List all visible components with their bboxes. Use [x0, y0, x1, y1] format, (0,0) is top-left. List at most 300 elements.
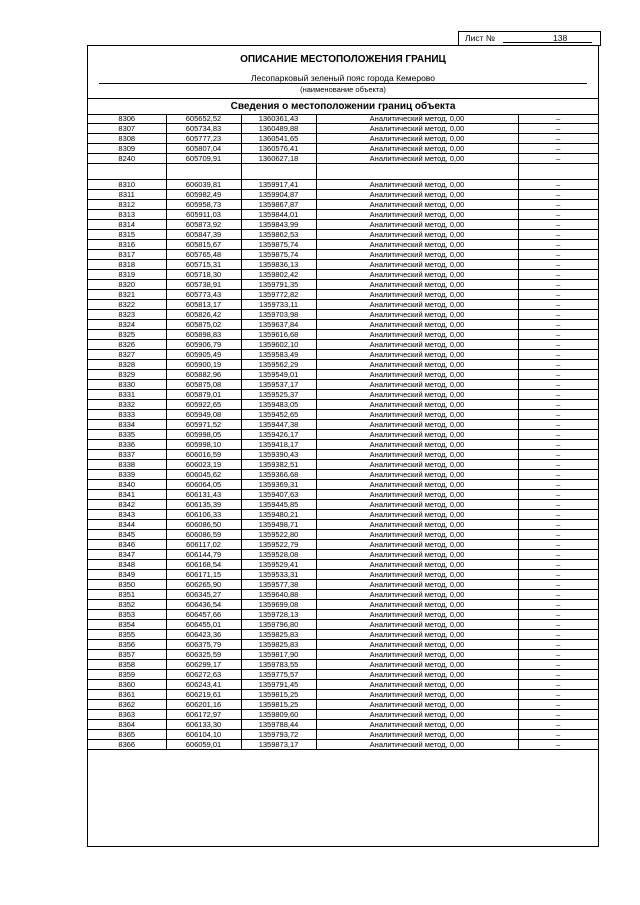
- y-coordinate-cell: 1359791,45: [241, 680, 316, 690]
- method-cell: Аналитический метод, 0,00: [316, 540, 518, 550]
- y-coordinate-cell: 1359418,17: [241, 440, 316, 450]
- method-cell: Аналитический метод, 0,00: [316, 280, 518, 290]
- point-number-cell: 8358: [88, 660, 166, 670]
- point-number-cell: 8311: [88, 190, 166, 200]
- point-number-cell: 8315: [88, 230, 166, 240]
- error-cell: –: [518, 650, 598, 660]
- method-cell: Аналитический метод, 0,00: [316, 740, 518, 750]
- table-row: [88, 590, 598, 600]
- table-row: [88, 450, 598, 460]
- table-row: [88, 400, 598, 410]
- x-coordinate-cell: 606023,19: [166, 460, 241, 470]
- x-coordinate-cell: 605738,91: [166, 280, 241, 290]
- table-row: [88, 490, 598, 500]
- x-coordinate-cell: 605777,23: [166, 134, 241, 144]
- table-row: [88, 550, 598, 560]
- x-coordinate-cell: 605958,73: [166, 200, 241, 210]
- method-cell: Аналитический метод, 0,00: [316, 310, 518, 320]
- y-coordinate-cell: 1359815,25: [241, 700, 316, 710]
- point-number-cell: 8319: [88, 270, 166, 280]
- error-cell: –: [518, 370, 598, 380]
- method-cell: Аналитический метод, 0,00: [316, 370, 518, 380]
- error-cell: –: [518, 720, 598, 730]
- method-cell: Аналитический метод, 0,00: [316, 600, 518, 610]
- point-number-cell: 8342: [88, 500, 166, 510]
- table-row: [88, 570, 598, 580]
- error-cell: –: [518, 700, 598, 710]
- method-cell: Аналитический метод, 0,00: [316, 420, 518, 430]
- point-number-cell: 8306: [88, 114, 166, 124]
- y-coordinate-cell: 1359522,80: [241, 530, 316, 540]
- error-cell: –: [518, 730, 598, 740]
- method-cell: Аналитический метод, 0,00: [316, 144, 518, 154]
- point-number-cell: 8345: [88, 530, 166, 540]
- method-cell: Аналитический метод, 0,00: [316, 590, 518, 600]
- table-row: [88, 620, 598, 630]
- object-name-caption: (наименование объекта): [300, 85, 386, 94]
- method-cell: Аналитический метод, 0,00: [316, 650, 518, 660]
- method-cell: Аналитический метод, 0,00: [316, 330, 518, 340]
- y-coordinate-cell: 1359844,01: [241, 210, 316, 220]
- table-row: [88, 730, 598, 740]
- method-cell: Аналитический метод, 0,00: [316, 230, 518, 240]
- method-cell: Аналитический метод, 0,00: [316, 470, 518, 480]
- error-cell: –: [518, 134, 598, 144]
- error-cell: –: [518, 430, 598, 440]
- table-row: [88, 720, 598, 730]
- error-cell: –: [518, 690, 598, 700]
- point-number-cell: 8353: [88, 610, 166, 620]
- y-coordinate-cell: 1359728,13: [241, 610, 316, 620]
- table-row: [88, 134, 598, 144]
- x-coordinate-cell: 605807,04: [166, 144, 241, 154]
- y-coordinate-cell: 1359445,85: [241, 500, 316, 510]
- error-cell: –: [518, 510, 598, 520]
- error-cell: –: [518, 400, 598, 410]
- method-cell: Аналитический метод, 0,00: [316, 490, 518, 500]
- y-coordinate-cell: 1359843,99: [241, 220, 316, 230]
- sheet-number-underline: [503, 42, 592, 43]
- y-coordinate-cell: 1359862,53: [241, 230, 316, 240]
- error-cell: –: [518, 144, 598, 154]
- point-number-cell: 8333: [88, 410, 166, 420]
- y-coordinate-cell: 1359783,55: [241, 660, 316, 670]
- point-number-cell: 8346: [88, 540, 166, 550]
- x-coordinate-cell: 605715,31: [166, 260, 241, 270]
- document-title: ОПИСАНИЕ МЕСТОПОЛОЖЕНИЯ ГРАНИЦ: [240, 54, 446, 65]
- y-coordinate-cell: 1360361,43: [241, 114, 316, 124]
- method-cell: Аналитический метод, 0,00: [316, 124, 518, 134]
- y-coordinate-cell: 1359791,35: [241, 280, 316, 290]
- table-row: [88, 360, 598, 370]
- method-cell: Аналитический метод, 0,00: [316, 320, 518, 330]
- point-number-cell: 8327: [88, 350, 166, 360]
- method-cell: Аналитический метод, 0,00: [316, 210, 518, 220]
- error-cell: –: [518, 250, 598, 260]
- point-number-cell: 8362: [88, 700, 166, 710]
- y-coordinate-cell: 1359867,87: [241, 200, 316, 210]
- x-coordinate-cell: 606345,27: [166, 590, 241, 600]
- error-cell: –: [518, 360, 598, 370]
- error-cell: –: [518, 610, 598, 620]
- method-cell: Аналитический метод, 0,00: [316, 180, 518, 190]
- error-cell: –: [518, 550, 598, 560]
- section-title: Сведения о местоположении границ объекта: [88, 98, 598, 115]
- x-coordinate-cell: 605971,52: [166, 420, 241, 430]
- object-name-underline: [99, 83, 587, 84]
- x-coordinate-cell: 605898,83: [166, 330, 241, 340]
- table-row: [88, 740, 598, 750]
- y-coordinate-cell: 1359483,05: [241, 400, 316, 410]
- x-coordinate-cell: 606117,02: [166, 540, 241, 550]
- point-number-cell: 8324: [88, 320, 166, 330]
- point-number-cell: 8310: [88, 180, 166, 190]
- error-cell: –: [518, 440, 598, 450]
- error-cell: –: [518, 260, 598, 270]
- x-coordinate-cell: 605826,42: [166, 310, 241, 320]
- method-cell: Аналитический метод, 0,00: [316, 570, 518, 580]
- y-coordinate-cell: 1360489,88: [241, 124, 316, 134]
- y-coordinate-cell: 1359825,83: [241, 640, 316, 650]
- method-cell: Аналитический метод, 0,00: [316, 530, 518, 540]
- method-cell: Аналитический метод, 0,00: [316, 500, 518, 510]
- x-coordinate-cell: 605982,49: [166, 190, 241, 200]
- x-coordinate-cell: 606086,50: [166, 520, 241, 530]
- document-frame: [87, 45, 599, 847]
- table-row: [88, 310, 598, 320]
- point-number-cell: 8336: [88, 440, 166, 450]
- x-coordinate-cell: 606064,05: [166, 480, 241, 490]
- point-number-cell: 8347: [88, 550, 166, 560]
- y-coordinate-cell: 1359602,10: [241, 340, 316, 350]
- y-coordinate-cell: 1359733,11: [241, 300, 316, 310]
- table-row: [88, 560, 598, 570]
- x-coordinate-cell: 605734,83: [166, 124, 241, 134]
- point-number-cell: 8337: [88, 450, 166, 460]
- y-coordinate-cell: 1359407,63: [241, 490, 316, 500]
- table-row: [88, 410, 598, 420]
- table-row: [88, 600, 598, 610]
- method-cell: Аналитический метод, 0,00: [316, 580, 518, 590]
- y-coordinate-cell: 1359452,65: [241, 410, 316, 420]
- point-number-cell: 8340: [88, 480, 166, 490]
- y-coordinate-cell: 1360541,65: [241, 134, 316, 144]
- table-row: [88, 350, 598, 360]
- x-coordinate-cell: 605905,49: [166, 350, 241, 360]
- x-coordinate-cell: 606265,90: [166, 580, 241, 590]
- x-coordinate-cell: 606104,10: [166, 730, 241, 740]
- table-row: [88, 530, 598, 540]
- table-row: [88, 280, 598, 290]
- point-number-cell: 8355: [88, 630, 166, 640]
- table-row: [88, 520, 598, 530]
- point-number-cell: 8309: [88, 144, 166, 154]
- y-coordinate-cell: 1359577,38: [241, 580, 316, 590]
- y-coordinate-cell: 1359699,08: [241, 600, 316, 610]
- method-cell: Аналитический метод, 0,00: [316, 680, 518, 690]
- table-row: [88, 680, 598, 690]
- x-coordinate-cell: 605847,39: [166, 230, 241, 240]
- y-coordinate-cell: 1359793,72: [241, 730, 316, 740]
- x-coordinate-cell: 606039,81: [166, 180, 241, 190]
- point-number-cell: 8321: [88, 290, 166, 300]
- x-coordinate-cell: 606201,16: [166, 700, 241, 710]
- error-cell: –: [518, 710, 598, 720]
- x-coordinate-cell: 605998,05: [166, 430, 241, 440]
- method-cell: Аналитический метод, 0,00: [316, 620, 518, 630]
- method-cell: Аналитический метод, 0,00: [316, 450, 518, 460]
- error-cell: –: [518, 270, 598, 280]
- y-coordinate-cell: 1360576,41: [241, 144, 316, 154]
- point-number-cell: 8356: [88, 640, 166, 650]
- method-cell: Аналитический метод, 0,00: [316, 610, 518, 620]
- sheet-number-box: [458, 31, 601, 46]
- error-cell: –: [518, 300, 598, 310]
- method-cell: Аналитический метод, 0,00: [316, 720, 518, 730]
- x-coordinate-cell: 606016,59: [166, 450, 241, 460]
- y-coordinate-cell: 1359815,25: [241, 690, 316, 700]
- y-coordinate-cell: 1359390,43: [241, 450, 316, 460]
- x-coordinate-cell: 606168,54: [166, 560, 241, 570]
- x-coordinate-cell: 606133,30: [166, 720, 241, 730]
- method-cell: Аналитический метод, 0,00: [316, 460, 518, 470]
- method-cell: Аналитический метод, 0,00: [316, 220, 518, 230]
- point-number-cell: 8334: [88, 420, 166, 430]
- y-coordinate-cell: 1359817,90: [241, 650, 316, 660]
- error-cell: –: [518, 660, 598, 670]
- x-coordinate-cell: 606436,54: [166, 600, 241, 610]
- error-cell: –: [518, 280, 598, 290]
- table-row: [88, 710, 598, 720]
- x-coordinate-cell: 605652,52: [166, 114, 241, 124]
- y-coordinate-cell: 1359825,83: [241, 630, 316, 640]
- method-cell: Аналитический метод, 0,00: [316, 730, 518, 740]
- point-number-cell: 8331: [88, 390, 166, 400]
- y-coordinate-cell: 1359549,01: [241, 370, 316, 380]
- y-coordinate-cell: 1360627,18: [241, 154, 316, 164]
- method-cell: Аналитический метод, 0,00: [316, 690, 518, 700]
- error-cell: –: [518, 620, 598, 630]
- point-number-cell: 8317: [88, 250, 166, 260]
- object-name: Лесопарковый зеленый пояс города Кемерово: [251, 73, 435, 83]
- y-coordinate-cell: 1359836,13: [241, 260, 316, 270]
- method-cell: Аналитический метод, 0,00: [316, 134, 518, 144]
- table-row: [88, 124, 598, 134]
- table-row: [88, 260, 598, 270]
- table-row: [88, 440, 598, 450]
- y-coordinate-cell: 1359703,98: [241, 310, 316, 320]
- x-coordinate-cell: 605900,19: [166, 360, 241, 370]
- x-coordinate-cell: 605875,08: [166, 380, 241, 390]
- y-coordinate-cell: 1359788,44: [241, 720, 316, 730]
- y-coordinate-cell: 1359802,42: [241, 270, 316, 280]
- y-coordinate-cell: 1359637,84: [241, 320, 316, 330]
- method-cell: Аналитический метод, 0,00: [316, 154, 518, 164]
- error-cell: –: [518, 410, 598, 420]
- table-row: [88, 640, 598, 650]
- empty-cell: [166, 164, 241, 180]
- table-row: [88, 114, 598, 124]
- table-row: [88, 510, 598, 520]
- error-cell: –: [518, 420, 598, 430]
- method-cell: Аналитический метод, 0,00: [316, 350, 518, 360]
- table-row: [88, 154, 598, 164]
- y-coordinate-cell: 1359533,31: [241, 570, 316, 580]
- y-coordinate-cell: 1359875,74: [241, 250, 316, 260]
- y-coordinate-cell: 1359772,82: [241, 290, 316, 300]
- empty-cell: [316, 164, 518, 180]
- table-row: [88, 480, 598, 490]
- x-coordinate-cell: 606059,01: [166, 740, 241, 750]
- point-number-cell: 8329: [88, 370, 166, 380]
- x-coordinate-cell: 606171,15: [166, 570, 241, 580]
- error-cell: –: [518, 530, 598, 540]
- table-row: [88, 144, 598, 154]
- y-coordinate-cell: 1359796,80: [241, 620, 316, 630]
- table-row: [88, 610, 598, 620]
- y-coordinate-cell: 1359873,17: [241, 740, 316, 750]
- x-coordinate-cell: 606243,41: [166, 680, 241, 690]
- point-number-cell: 8354: [88, 620, 166, 630]
- x-coordinate-cell: 605879,01: [166, 390, 241, 400]
- x-coordinate-cell: 606375,79: [166, 640, 241, 650]
- point-number-cell: 8314: [88, 220, 166, 230]
- error-cell: –: [518, 740, 598, 750]
- x-coordinate-cell: 605911,03: [166, 210, 241, 220]
- coordinates-table-body: [88, 114, 598, 750]
- table-row: [88, 690, 598, 700]
- point-number-cell: 8357: [88, 650, 166, 660]
- point-number-cell: 8338: [88, 460, 166, 470]
- table-row: [88, 180, 598, 190]
- method-cell: Аналитический метод, 0,00: [316, 710, 518, 720]
- table-row: [88, 330, 598, 340]
- point-number-cell: 8312: [88, 200, 166, 210]
- x-coordinate-cell: 606299,17: [166, 660, 241, 670]
- table-row: [88, 540, 598, 550]
- x-coordinate-cell: 605875,02: [166, 320, 241, 330]
- table-row: [88, 210, 598, 220]
- error-cell: –: [518, 380, 598, 390]
- point-number-cell: 8349: [88, 570, 166, 580]
- error-cell: –: [518, 390, 598, 400]
- method-cell: Аналитический метод, 0,00: [316, 510, 518, 520]
- error-cell: –: [518, 580, 598, 590]
- x-coordinate-cell: 605906,79: [166, 340, 241, 350]
- point-number-cell: 8330: [88, 380, 166, 390]
- x-coordinate-cell: 606144,79: [166, 550, 241, 560]
- x-coordinate-cell: 606423,36: [166, 630, 241, 640]
- table-row: [88, 290, 598, 300]
- method-cell: Аналитический метод, 0,00: [316, 380, 518, 390]
- y-coordinate-cell: 1359369,31: [241, 480, 316, 490]
- y-coordinate-cell: 1359480,21: [241, 510, 316, 520]
- point-number-cell: 8325: [88, 330, 166, 340]
- table-row: [88, 340, 598, 350]
- x-coordinate-cell: 605949,08: [166, 410, 241, 420]
- x-coordinate-cell: 605709,91: [166, 154, 241, 164]
- method-cell: Аналитический метод, 0,00: [316, 410, 518, 420]
- x-coordinate-cell: 606131,43: [166, 490, 241, 500]
- method-cell: Аналитический метод, 0,00: [316, 270, 518, 280]
- y-coordinate-cell: 1359537,17: [241, 380, 316, 390]
- point-number-cell: 8361: [88, 690, 166, 700]
- x-coordinate-cell: 605765,48: [166, 250, 241, 260]
- method-cell: Аналитический метод, 0,00: [316, 200, 518, 210]
- point-number-cell: 8365: [88, 730, 166, 740]
- method-cell: Аналитический метод, 0,00: [316, 480, 518, 490]
- point-number-cell: 8326: [88, 340, 166, 350]
- table-row: [88, 460, 598, 470]
- error-cell: –: [518, 320, 598, 330]
- table-row: [88, 670, 598, 680]
- x-coordinate-cell: 605773,43: [166, 290, 241, 300]
- x-coordinate-cell: 606106,33: [166, 510, 241, 520]
- x-coordinate-cell: 606086,59: [166, 530, 241, 540]
- point-number-cell: 8332: [88, 400, 166, 410]
- x-coordinate-cell: 605718,30: [166, 270, 241, 280]
- point-number-cell: 8348: [88, 560, 166, 570]
- error-cell: –: [518, 240, 598, 250]
- point-number-cell: 8343: [88, 510, 166, 520]
- method-cell: Аналитический метод, 0,00: [316, 260, 518, 270]
- table-row: [88, 250, 598, 260]
- error-cell: –: [518, 210, 598, 220]
- table-row: [88, 320, 598, 330]
- point-number-cell: 8307: [88, 124, 166, 134]
- error-cell: –: [518, 680, 598, 690]
- y-coordinate-cell: 1359809,60: [241, 710, 316, 720]
- method-cell: Аналитический метод, 0,00: [316, 250, 518, 260]
- method-cell: Аналитический метод, 0,00: [316, 670, 518, 680]
- point-number-cell: 8328: [88, 360, 166, 370]
- error-cell: –: [518, 570, 598, 580]
- table-row: [88, 220, 598, 230]
- y-coordinate-cell: 1359498,71: [241, 520, 316, 530]
- table-row: [88, 390, 598, 400]
- point-number-cell: 8350: [88, 580, 166, 590]
- method-cell: Аналитический метод, 0,00: [316, 660, 518, 670]
- point-number-cell: 8359: [88, 670, 166, 680]
- method-cell: Аналитический метод, 0,00: [316, 560, 518, 570]
- method-cell: Аналитический метод, 0,00: [316, 240, 518, 250]
- error-cell: –: [518, 540, 598, 550]
- y-coordinate-cell: 1359616,68: [241, 330, 316, 340]
- error-cell: –: [518, 480, 598, 490]
- point-number-cell: 8323: [88, 310, 166, 320]
- error-cell: –: [518, 350, 598, 360]
- point-number-cell: 8318: [88, 260, 166, 270]
- sheet-label: Лист №: [465, 33, 495, 43]
- method-cell: Аналитический метод, 0,00: [316, 630, 518, 640]
- x-coordinate-cell: 606325,59: [166, 650, 241, 660]
- y-coordinate-cell: 1359366,68: [241, 470, 316, 480]
- x-coordinate-cell: 606272,63: [166, 670, 241, 680]
- error-cell: –: [518, 640, 598, 650]
- table-row: [88, 700, 598, 710]
- x-coordinate-cell: 605873,92: [166, 220, 241, 230]
- y-coordinate-cell: 1359640,88: [241, 590, 316, 600]
- point-number-cell: 8364: [88, 720, 166, 730]
- error-cell: –: [518, 330, 598, 340]
- point-number-cell: 8240: [88, 154, 166, 164]
- y-coordinate-cell: 1359528,08: [241, 550, 316, 560]
- x-coordinate-cell: 606457,66: [166, 610, 241, 620]
- point-number-cell: 8366: [88, 740, 166, 750]
- y-coordinate-cell: 1359917,41: [241, 180, 316, 190]
- point-number-cell: 8322: [88, 300, 166, 310]
- x-coordinate-cell: 605922,65: [166, 400, 241, 410]
